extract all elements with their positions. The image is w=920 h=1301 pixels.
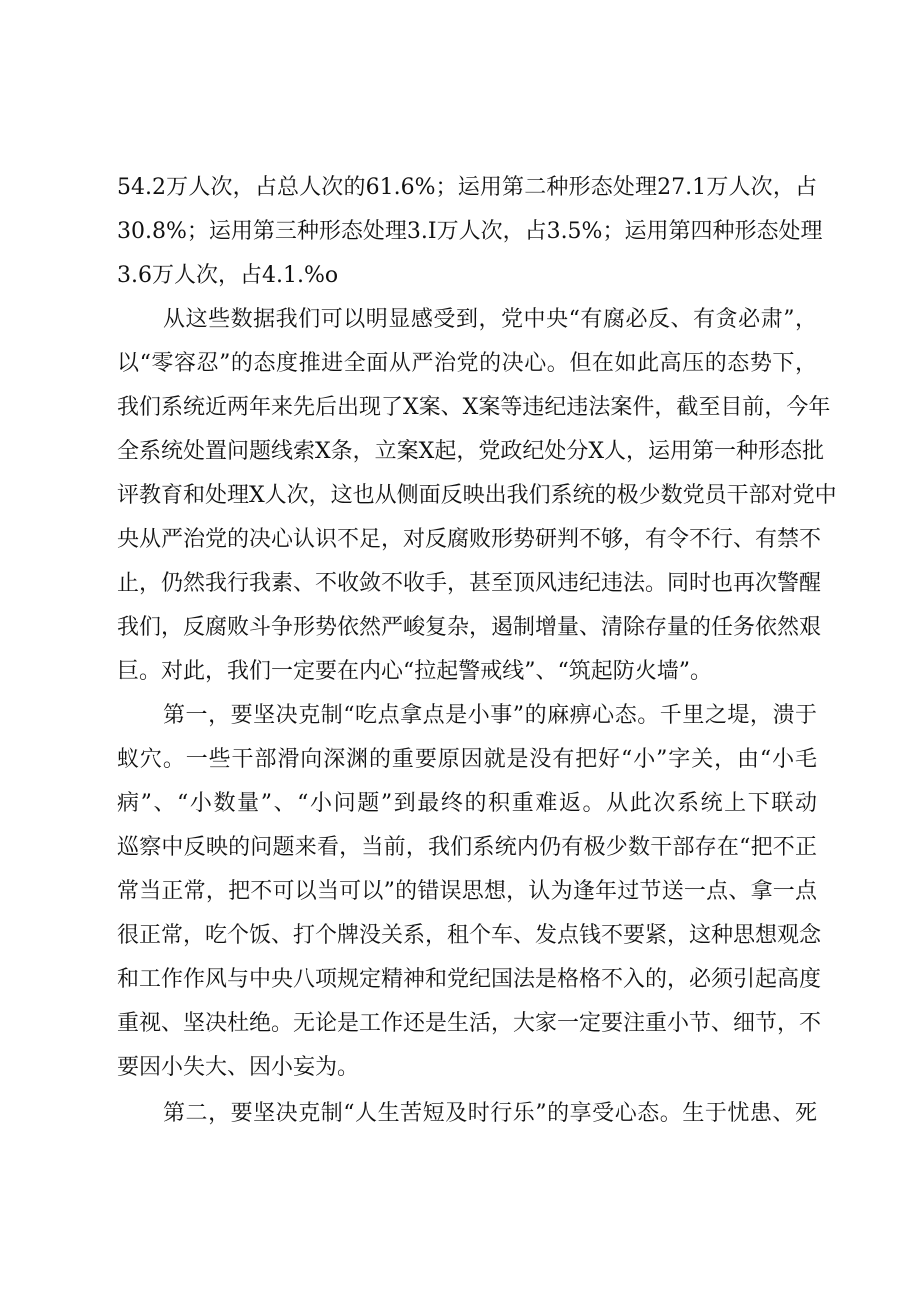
text-line: 30.8%；运用第三种形态处理3.I万人次，占3.5%；运用第四种形态处理 xyxy=(117,219,823,244)
text-line: 巡察中反映的问题来看，当前，我们系统内仍有极少数干部存在“把不正 xyxy=(117,835,817,860)
text-line: 第一，要坚决克制“吃点拿点是小事”的麻痹心态。千里之堤，溃于 xyxy=(163,703,817,728)
text-line: 第二，要坚决克制“人生苦短及时行乐”的享受心态。生于忧患、死 xyxy=(163,1101,817,1126)
text-line: 从这些数据我们可以明显感受到，党中央“有腐必反、有贪必肃”， xyxy=(163,307,817,332)
text-line: 蚁穴。一些干部滑向深渊的重要原因就是没有把好“小”字关，由“小毛 xyxy=(117,747,817,772)
text-line: 巨。对此，我们一定要在内心“拉起警戒线”、“筑起防火墙”。 xyxy=(117,659,712,684)
text-line: 重视、坚决杜绝。无论是工作还是生活，大家一定要注重小节、细节，不 xyxy=(117,1011,822,1036)
text-line: 病”、“小数量”、“小问题”到最终的积重难返。从此次系统上下联动 xyxy=(117,791,817,816)
text-line: 止，仍然我行我素、不收敛不收手，甚至顶风违纪违法。同时也再次警醒 xyxy=(117,571,822,596)
text-line: 全系统处置问题线索X条，立案X起，党政纪处分X人，运用第一种形态批 xyxy=(117,439,824,464)
text-line: 评教育和处理X人次，这也从侧面反映出我们系统的极少数党员干部对党中 xyxy=(117,483,837,508)
text-line: 我们系统近两年来先后出现了X案、X案等违纪违法案件，截至目前，今年 xyxy=(117,395,831,420)
text-line: 央从严治党的决心认识不足，对反腐败形势研判不够，有令不行、有禁不 xyxy=(117,527,822,552)
text-line: 常当正常，把不可以当可以”的错误思想，认为逢年过节送一点、拿一点 xyxy=(117,879,817,904)
text-line: 以“零容忍”的态度推进全面从严治党的决心。但在如此高压的态势下， xyxy=(117,351,817,376)
text-line: 要因小失大、因小妄为。 xyxy=(117,1055,360,1080)
text-line: 54.2万人次，占总人次的61.6%；运用第二种形态处理27.1万人次，占 xyxy=(117,175,817,200)
text-line: 我们，反腐败斗争形势依然严峻复杂，遏制增量、清除存量的任务依然艰 xyxy=(117,615,822,640)
text-line: 3.6万人次，占4.1.%o xyxy=(117,263,339,288)
text-line: 很正常，吃个饭、打个牌没关系，租个车、发点钱不要紧，这种思想观念 xyxy=(117,923,822,948)
text-line: 和工作作风与中央八项规定精神和党纪国法是格格不入的，必须引起高度 xyxy=(117,967,822,992)
